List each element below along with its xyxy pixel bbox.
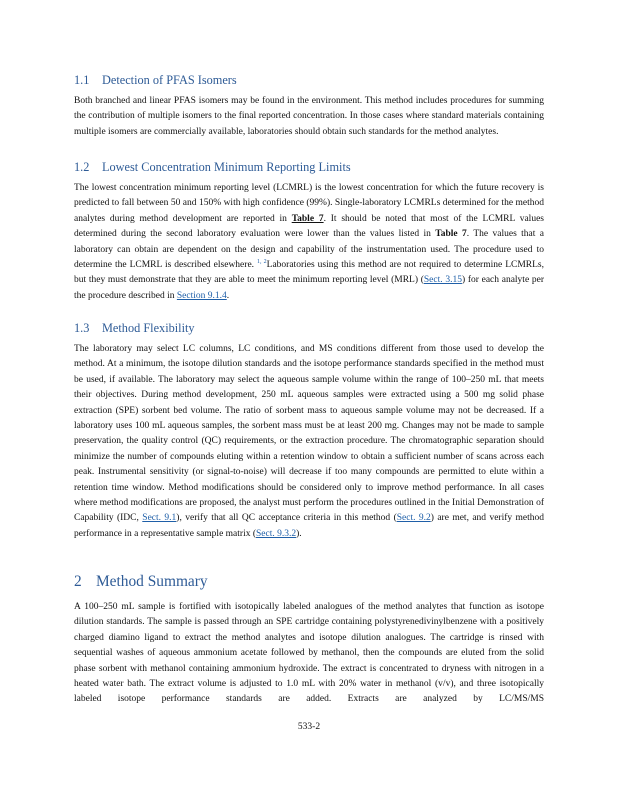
- section-1-1-paragraph: Both branched and linear PFAS isomers may be found in the environment. This method includes procedures for summing the contribution of multiple isomers to the final reported concentration. In those cases where standard materials containing multiple isomers are commercially available, laboratories should obtain such standards for the method analytes.: [74, 96, 544, 137]
- section-title: Lowest Concentration Minimum Reporting Limits: [102, 160, 351, 174]
- text-run: ), verify that all QC acceptance criteria in this method (: [176, 513, 397, 524]
- table-7-reference-2: Table 7: [435, 229, 467, 240]
- section-number: 1.3: [74, 321, 90, 335]
- section-title: Method Summary: [96, 573, 208, 590]
- text-run: ) are met, and verify method performance in a representative sample matrix (: [74, 513, 545, 539]
- section-number: 1.1: [74, 73, 90, 87]
- sect-9-3-2-link[interactable]: Sect. 9.3.2: [256, 528, 297, 539]
- section-number: 1.2: [74, 160, 90, 174]
- section-1-3-paragraph: [74, 342, 544, 542]
- section-9-1-4-link[interactable]: Section 9.1.4: [176, 290, 227, 301]
- table-7-reference[interactable]: Table 7: [291, 213, 324, 224]
- citation-superscript[interactable]: 1, 2: [257, 258, 267, 265]
- section-title: Detection of PFAS Isomers: [102, 73, 237, 87]
- text-run: ).: [296, 528, 302, 539]
- text-run: The laboratory may select LC columns, LC conditions, and MS conditions different from those used to develop the method. At a minimum, the isotope dilution standards and the isotope performance standards specified in the method must be used, if available. The laboratory may select the aqueous sample volume within the range of 100–250 mL that meets their objectives. During method development, 250 mL aqueous samples were extracted using a 500 mg solid phase extraction (SPE) sorbent bed volume. The ratio of sorbent mass to aqueous sample volume may not be decreased. If a laboratory uses 100 mL aqueous samples, the sorbent mass must be at least 200 mg. Changes may not be made to sample preservation, the quality control (QC) requirements, or the extraction procedure. The chromatographic separation should minimize the number of compounds eluting within a retention window to obtain a sufficient number of scans across each peak. Instrumental sensitivity (or signal-to-noise) will decrease if too many compounds are permitted to elute within a retention time window. Method modifications should be considered only to improve method performance. In all cases where method modifications are proposed, the analyst must perform the procedures outlined in the Initial Demonstration of Capability (IDC,: [74, 344, 544, 524]
- text-run: . It should be noted that most of the LCMRL values determined during the second laboratory evaluation were lower than the values listed in: [74, 213, 544, 240]
- text-run: .: [226, 290, 230, 301]
- text-run: Laboratories using this method are not required to determine LCMRLs, but they must demonstrate that they are able to meet the minimum reporting level (MRL) (: [74, 260, 544, 286]
- section-title: Method Flexibility: [102, 321, 195, 335]
- text-run: ) for each analyte per the procedure described in: [74, 275, 545, 301]
- section-2-paragraph: A 100–250 mL sample is fortified with isotopically labeled analogues of the method analytes that function as isotope dilution standards. The sample is passed through an SPE cartridge containing polystyrenedivinylbenzene with a positively charged diamino ligand to extract the method analytes and isotope dilution analogues. The cartridge is rinsed with sequential washes of aqueous ammonium acetate followed by methanol, then the compounds are eluted from the solid phase sorbent with methanol containing ammonium hydroxide. The extract is concentrated to dryness with nitrogen in a heated water bath. The extract volume is adjusted to 1.0 mL with 20% water in methanol (v/v), and three isotopically labeled isotope performance standards are added. Extracts are analyzed by LC/MS/MS: [74, 602, 544, 705]
- section-heading-1-3: [74, 320, 554, 336]
- section-heading-1-1: [74, 72, 554, 88]
- page-number: 533-2: [297, 722, 321, 732]
- section-heading-2: [74, 573, 554, 591]
- text-run: . The values that a laboratory can obtain are dependent on the design and capability of the instrumentation used. The procedure used to determine the LCMRL is described elsewhere.: [74, 229, 544, 271]
- section-number: 2: [74, 573, 82, 590]
- sect-3-15-link[interactable]: Sect. 3.15: [423, 275, 462, 286]
- sect-9-1-link[interactable]: Sect. 9.1: [142, 513, 177, 524]
- text-run: The lowest concentration minimum reporting level (LCMRL) is the lowest concentration for which the future recovery is predicted to fall between 50 and 150% with high confidence (99%). Single-laboratory LCMRLs determined for the method analytes during method development are reported in: [74, 183, 544, 224]
- section-1-2-paragraph: [74, 181, 544, 304]
- sect-9-2-link[interactable]: Sect. 9.2: [396, 513, 431, 524]
- section-heading-1-2: [74, 159, 554, 175]
